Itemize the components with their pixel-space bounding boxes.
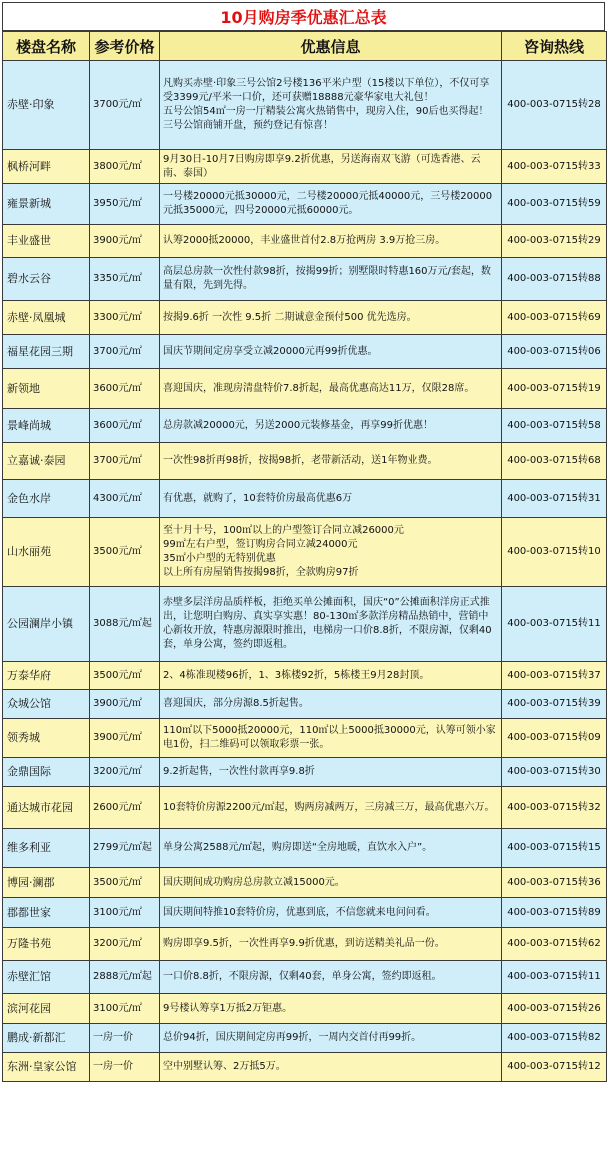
hotline-number: 400-003-0715转30 — [502, 758, 607, 787]
promo-info-line: 至十月十号，100㎡以上的户型签订合同立减26000元 — [163, 525, 404, 536]
hotline-number: 400-003-0715转09 — [502, 719, 607, 758]
promo-info-line: 总房款减20000元，另送2000元装修基金，再享99折优惠！ — [163, 419, 433, 431]
reference-price: 一房一价 — [90, 1053, 160, 1082]
reference-price: 3700元/㎡ — [90, 443, 160, 480]
promo-info — [160, 719, 502, 758]
promo-info-line: 有优惠，就购了，10套特价房最高优惠6万 — [163, 492, 353, 504]
promo-table — [2, 31, 607, 1082]
hotline-number: 400-003-0715转69 — [502, 301, 607, 335]
promo-info — [160, 1024, 502, 1053]
promo-info-line: 35㎡小户型的无特别优惠 — [163, 553, 276, 564]
reference-price: 3900元/㎡ — [90, 225, 160, 258]
table-row — [3, 184, 607, 225]
promo-info-line: 总价94折，国庆期间定房再99折，一周内交首付再99折。 — [163, 1032, 422, 1043]
reference-price: 3600元/㎡ — [90, 409, 160, 443]
table-row — [3, 961, 607, 994]
project-name: 雍景新城 — [3, 184, 90, 225]
table-row — [3, 758, 607, 787]
hotline-number: 400-003-0715转68 — [502, 443, 607, 480]
header-info: 优惠信息 — [160, 32, 502, 61]
project-name: 碧水云谷 — [3, 258, 90, 301]
hotline-number: 400-003-0715转36 — [502, 868, 607, 898]
project-name: 鹏成·新都汇 — [3, 1024, 90, 1053]
reference-price: 3300元/㎡ — [90, 301, 160, 335]
table-row — [3, 409, 607, 443]
project-name: 福星花园三期 — [3, 335, 90, 369]
project-name: 金色水岸 — [3, 480, 90, 518]
promo-info-line: 按揭9.6折 一次性 9.5折 二期诚意金预付500 优先选房。 — [163, 311, 417, 323]
table-row — [3, 829, 607, 868]
promo-info-line: 空中别墅认筹、2万抵5万。 — [163, 1061, 286, 1072]
project-name: 东洲·皇家公馆 — [3, 1053, 90, 1082]
promo-info — [160, 1053, 502, 1082]
table-row — [3, 518, 607, 587]
promo-info — [160, 480, 502, 518]
promo-info — [160, 61, 502, 150]
table-row — [3, 994, 607, 1024]
promo-info — [160, 758, 502, 787]
hotline-number: 400-003-0715转33 — [502, 150, 607, 184]
header-row — [3, 32, 607, 61]
reference-price: 3100元/㎡ — [90, 994, 160, 1024]
table-row — [3, 369, 607, 409]
table-row — [3, 1024, 607, 1053]
reference-price: 3500元/㎡ — [90, 868, 160, 898]
project-name: 众城公馆 — [3, 690, 90, 719]
table-row — [3, 61, 607, 150]
hotline-number: 400-003-0715转58 — [502, 409, 607, 443]
promo-info — [160, 258, 502, 301]
promo-info — [160, 335, 502, 369]
promo-info — [160, 961, 502, 994]
reference-price: 3900元/㎡ — [90, 719, 160, 758]
project-name: 赤壁汇馆 — [3, 961, 90, 994]
table-row — [3, 150, 607, 184]
hotline-number: 400-003-0715转89 — [502, 898, 607, 928]
sheet-title: 10月购房季优惠汇总表 — [2, 2, 605, 31]
project-name: 丰业盛世 — [3, 225, 90, 258]
reference-price: 3600元/㎡ — [90, 369, 160, 409]
reference-price: 3800元/㎡ — [90, 150, 160, 184]
table-row — [3, 898, 607, 928]
project-name: 赤壁·凤凰城 — [3, 301, 90, 335]
promo-info — [160, 787, 502, 829]
reference-price: 2888元/㎡起 — [90, 961, 160, 994]
reference-price: 3500元/㎡ — [90, 518, 160, 587]
table-row — [3, 868, 607, 898]
hotline-number: 400-003-0715转19 — [502, 369, 607, 409]
project-name: 领秀城 — [3, 719, 90, 758]
hotline-number: 400-003-0715转26 — [502, 994, 607, 1024]
hotline-number: 400-003-0715转28 — [502, 61, 607, 150]
hotline-number: 400-003-0715转15 — [502, 829, 607, 868]
promo-info-line: 五号公馆54㎡一房一厅精装公寓火热销售中，现房入住，90后也买得起！三号公馆商铺开盘，预约登记有惊喜！ — [163, 106, 489, 131]
promo-info-line: 喜迎国庆，准现房清盘特价7.8折起，最高优惠高达11万，仅限28席。 — [163, 382, 475, 394]
header-price: 参考价格 — [90, 32, 160, 61]
hotline-number: 400-003-0715转39 — [502, 690, 607, 719]
promo-info — [160, 690, 502, 719]
table-row — [3, 928, 607, 961]
promo-info-line: 一号楼20000元抵30000元，二号楼20000元抵40000元，三号楼20000元抵35000元，四号20000元抵60000元。 — [163, 191, 493, 216]
promo-info — [160, 587, 502, 662]
reference-price: 3200元/㎡ — [90, 758, 160, 787]
promo-info-line: 国庆节期间定房享受立减20000元再99折优惠。 — [163, 345, 378, 357]
promo-info — [160, 518, 502, 587]
project-name: 通达城市花园 — [3, 787, 90, 829]
table-row — [3, 787, 607, 829]
reference-price: 4300元/㎡ — [90, 480, 160, 518]
promo-info-line: 9号楼认筹享1万抵2万钜惠。 — [163, 1002, 293, 1014]
promo-info — [160, 868, 502, 898]
table-row — [3, 480, 607, 518]
table-row — [3, 719, 607, 758]
reference-price: 3350元/㎡ — [90, 258, 160, 301]
reference-price: 3100元/㎡ — [90, 898, 160, 928]
hotline-number: 400-003-0715转11 — [502, 961, 607, 994]
hotline-number: 400-003-0715转32 — [502, 787, 607, 829]
hotline-number: 400-003-0715转62 — [502, 928, 607, 961]
table-row — [3, 301, 607, 335]
project-name: 立嘉诚·泰园 — [3, 443, 90, 480]
project-name: 滨河花园 — [3, 994, 90, 1024]
hotline-number: 400-003-0715转10 — [502, 518, 607, 587]
project-name: 万隆书苑 — [3, 928, 90, 961]
reference-price: 3200元/㎡ — [90, 928, 160, 961]
promo-info-line: 认筹2000抵20000，丰业盛世首付2.8万抢两房 3.9万抢三房。 — [163, 235, 446, 246]
table-row — [3, 443, 607, 480]
project-name: 枫桥河畔 — [3, 150, 90, 184]
promo-info — [160, 409, 502, 443]
table-row — [3, 258, 607, 301]
reference-price: 3500元/㎡ — [90, 662, 160, 690]
promo-info — [160, 369, 502, 409]
reference-price: 一房一价 — [90, 1024, 160, 1053]
reference-price: 2799元/㎡起 — [90, 829, 160, 868]
hotline-number: 400-003-0715转12 — [502, 1053, 607, 1082]
promo-info — [160, 301, 502, 335]
project-name: 赤壁·印象 — [3, 61, 90, 150]
project-name: 维多利亚 — [3, 829, 90, 868]
reference-price: 3088元/㎡起 — [90, 587, 160, 662]
table-row — [3, 587, 607, 662]
hotline-number: 400-003-0715转82 — [502, 1024, 607, 1053]
hotline-number: 400-003-0715转31 — [502, 480, 607, 518]
table-row — [3, 662, 607, 690]
project-name: 公园澜岸小镇 — [3, 587, 90, 662]
reference-price: 3950元/㎡ — [90, 184, 160, 225]
promo-info — [160, 662, 502, 690]
promo-info-line: 国庆期间特推10套特价房，优惠到底，不信您就来电问问看。 — [163, 906, 436, 918]
project-name: 新领地 — [3, 369, 90, 409]
promo-info — [160, 994, 502, 1024]
promo-info — [160, 928, 502, 961]
promo-info — [160, 443, 502, 480]
project-name: 景峰尚城 — [3, 409, 90, 443]
promo-info-line: 9.2折起售，一次性付款再享9.8折 — [163, 766, 315, 777]
promo-info-line: 国庆期间成功购房总房款立减15000元。 — [163, 876, 345, 888]
hotline-number: 400-003-0715转88 — [502, 258, 607, 301]
project-name: 郡都世家 — [3, 898, 90, 928]
table-row — [3, 1053, 607, 1082]
promo-info-line: 购房即享9.5折，一次性再享9.9折优惠，到访送精美礼品一份。 — [163, 938, 445, 949]
promo-info-line: 单身公寓2588元/㎡起，购房即送“全房地暖，直饮水入户”。 — [163, 842, 433, 853]
promo-info-line: 以上所有房屋销售按揭98折，全款购房97折 — [163, 567, 359, 578]
promo-info-line: 一次性98折再98折，按揭98折，老带新活动，送1年物业费。 — [163, 455, 438, 466]
promo-info-line: 2、4栋准现楼96折，1、3栋楼92折，5栋楼王9月28封顶。 — [163, 669, 430, 681]
hotline-number: 400-003-0715转11 — [502, 587, 607, 662]
reference-price: 3700元/㎡ — [90, 335, 160, 369]
promo-info — [160, 898, 502, 928]
promo-info-line: 赤壁多层洋房品质样板，拒绝买单公摊面积，国庆“0”公摊面积洋房正式推出，让您明白购房、真实享实惠！80-130㎡多款洋房精品热销中，营销中心新妆开放，特惠房源限时推出，电梯房一口价8.8折，不限房源，仅剩40套，单身公寓，签约即返租。 — [163, 597, 492, 650]
project-name: 山水丽苑 — [3, 518, 90, 587]
table-row — [3, 335, 607, 369]
header-phone: 咨询热线 — [502, 32, 607, 61]
project-name: 博园·澜郡 — [3, 868, 90, 898]
promo-info — [160, 150, 502, 184]
project-name: 万泰华府 — [3, 662, 90, 690]
promo-info — [160, 184, 502, 225]
promo-info — [160, 829, 502, 868]
hotline-number: 400-003-0715转29 — [502, 225, 607, 258]
promo-info-line: 10套特价房源2200元/㎡起，购两房减两万，三房减三万，最高优惠六万。 — [163, 801, 495, 813]
promo-info-line: 99㎡左右户型，签订购房合同立减24000元 — [163, 539, 358, 550]
project-name: 金鼎国际 — [3, 758, 90, 787]
promo-info — [160, 225, 502, 258]
promo-info-line: 一口价8.8折，不限房源，仅剩40套，单身公寓，签约即返租。 — [163, 971, 442, 982]
reference-price: 3700元/㎡ — [90, 61, 160, 150]
promo-info-line: 110㎡以下5000抵20000元，110㎡以上5000抵30000元，认筹可领小家电1份，扫二维码可以领取彩票一张。 — [163, 725, 496, 750]
reference-price: 2600元/㎡ — [90, 787, 160, 829]
header-name: 楼盘名称 — [3, 32, 90, 61]
hotline-number: 400-003-0715转06 — [502, 335, 607, 369]
promo-info-line: 9月30日-10月7日购房即享9.2折优惠，另送海南双飞游（可选香港、云南、泰国） — [163, 153, 481, 179]
hotline-number: 400-003-0715转59 — [502, 184, 607, 225]
promo-info-line: 喜迎国庆，部分房源8.5折起售。 — [163, 698, 309, 709]
table-row — [3, 690, 607, 719]
promo-info-line: 高层总房款一次性付款98折，按揭99折；别墅限时特惠160万元/套起，数量有限，先到先得。 — [163, 266, 491, 291]
table-row — [3, 225, 607, 258]
promo-info-line: 凡购买赤壁·印象三号公馆2号楼136平米户型（15楼以下单位），不仅可享受3399元/平米一口价，还可获赠18888元豪华家电大礼包！ — [163, 78, 490, 103]
reference-price: 3900元/㎡ — [90, 690, 160, 719]
hotline-number: 400-003-0715转37 — [502, 662, 607, 690]
